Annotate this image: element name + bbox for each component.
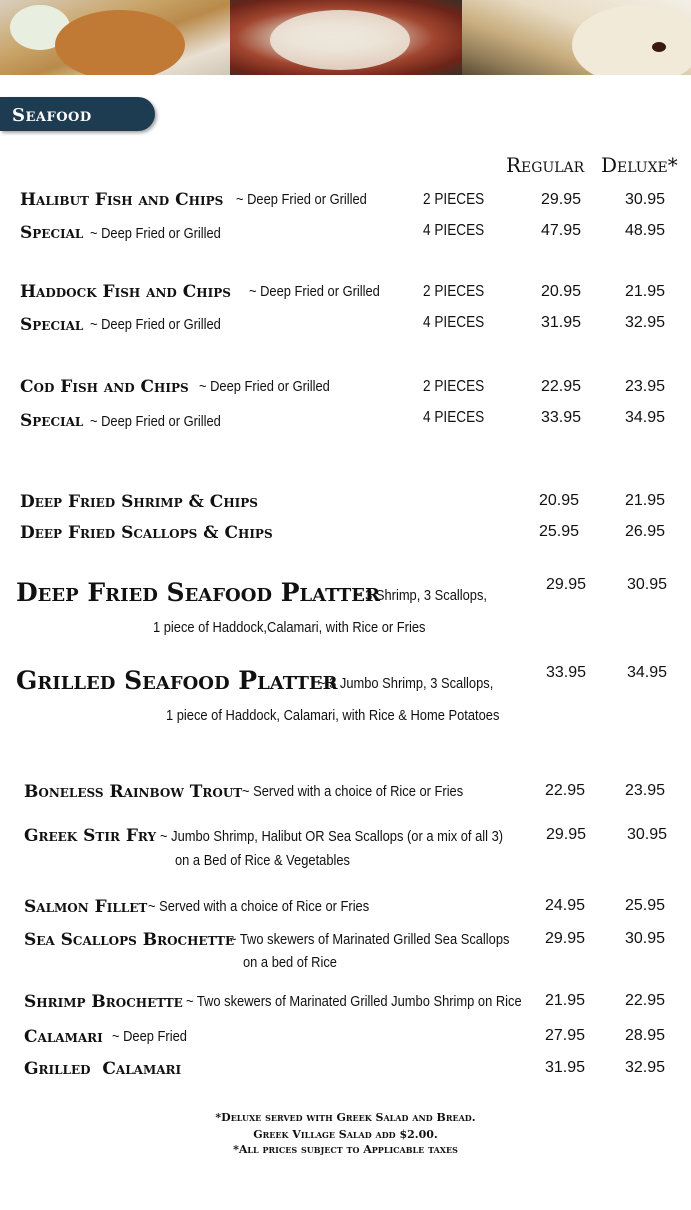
item-name: Special xyxy=(20,223,84,243)
deluxe-price: 34.95 xyxy=(627,664,668,681)
regular-price: 31.95 xyxy=(545,1059,586,1076)
regular-price: 31.95 xyxy=(541,314,582,331)
item-description: ~ Two skewers of Marinated Grilled Jumbo Shrimp on Rice xyxy=(186,993,522,1010)
regular-price: 25.95 xyxy=(539,523,580,540)
deluxe-price: 21.95 xyxy=(625,283,666,300)
regular-column-header: Regular xyxy=(506,153,585,177)
item-name: Shrimp Brochette xyxy=(24,992,183,1012)
item-description-line2: 1 piece of Haddock, Calamari, with Rice & Home Potatoes xyxy=(166,707,500,724)
deluxe-price: 32.95 xyxy=(625,314,666,331)
regular-price: 33.95 xyxy=(541,409,582,426)
item-quantity: 4 PIECES xyxy=(423,314,485,331)
deluxe-price: 48.95 xyxy=(625,222,666,239)
regular-price: 22.95 xyxy=(545,782,586,799)
item-name: Deep Fried Shrimp & Chips xyxy=(20,492,258,512)
regular-price: 29.95 xyxy=(541,191,582,208)
regular-price: 29.95 xyxy=(545,930,586,947)
deluxe-price: 30.95 xyxy=(625,191,666,208)
item-name: Haddock Fish and Chips xyxy=(20,282,231,302)
item-description: ~ 3 Jumbo Shrimp, 3 Scallops, xyxy=(318,675,494,692)
item-description: ~ Deep Fried or Grilled xyxy=(236,191,367,208)
regular-price: 47.95 xyxy=(541,222,582,239)
item-name: Boneless Rainbow Trout xyxy=(24,782,243,802)
item-description: ~ Served with a choice of Rice or Fries xyxy=(242,783,464,800)
regular-price: 29.95 xyxy=(546,576,587,593)
pita-plate-photo xyxy=(462,0,691,75)
footnote-taxes: *All prices subject to Applicable taxes xyxy=(233,1143,458,1156)
item-quantity: 2 PIECES xyxy=(423,191,485,208)
footnote-deluxe: *Deluxe served with Greek Salad and Bread. xyxy=(215,1111,476,1124)
item-description: ~ Deep Fried or Grilled xyxy=(249,283,380,300)
deluxe-price: 26.95 xyxy=(625,523,666,540)
deluxe-price: 30.95 xyxy=(625,930,666,947)
deluxe-price: 30.95 xyxy=(627,576,668,593)
regular-price: 27.95 xyxy=(545,1027,586,1044)
item-name: Special xyxy=(20,315,84,335)
item-description-line2: on a bed of Rice xyxy=(243,954,337,971)
regular-price: 22.95 xyxy=(541,378,582,395)
item-description: ~ Deep Fried or Grilled xyxy=(90,225,221,242)
deluxe-price: 34.95 xyxy=(625,409,666,426)
food-photo-banner xyxy=(0,0,691,75)
item-quantity: 2 PIECES xyxy=(423,378,485,395)
item-name: Salmon Fillet xyxy=(24,897,148,917)
item-description: ~ Deep Fried or Grilled xyxy=(90,413,221,430)
deluxe-price: 22.95 xyxy=(625,992,666,1009)
section-title: Seafood xyxy=(12,105,92,126)
item-description-line2: 1 piece of Haddock,Calamari, with Rice or Fries xyxy=(153,619,426,636)
item-quantity: 4 PIECES xyxy=(423,409,485,426)
deluxe-price: 32.95 xyxy=(625,1059,666,1076)
item-name: Calamari xyxy=(24,1027,103,1047)
item-name: Special xyxy=(20,411,84,431)
item-name: Halibut Fish and Chips xyxy=(20,190,224,210)
item-description: ~ Deep Fried xyxy=(112,1028,187,1045)
deluxe-price: 28.95 xyxy=(625,1027,666,1044)
deluxe-column-header: Deluxe* xyxy=(601,153,678,177)
regular-price: 29.95 xyxy=(546,826,587,843)
item-name: Deep Fried Scallops & Chips xyxy=(20,523,273,543)
regular-price: 33.95 xyxy=(546,664,587,681)
regular-price: 20.95 xyxy=(539,492,580,509)
item-description: ~ Deep Fried or Grilled xyxy=(90,316,221,333)
deluxe-price: 21.95 xyxy=(625,492,666,509)
fish-and-chips-photo xyxy=(0,0,230,75)
item-description: ~ Jumbo Shrimp, Halibut OR Sea Scallops (or a mix of all 3) xyxy=(160,828,504,845)
deluxe-price: 23.95 xyxy=(625,378,666,395)
regular-price: 24.95 xyxy=(545,897,586,914)
item-quantity: 2 PIECES xyxy=(423,283,485,300)
item-description: ~ Served with a choice of Rice or Fries xyxy=(148,898,370,915)
regular-price: 21.95 xyxy=(545,992,586,1009)
item-description: ~ Two skewers of Marinated Grilled Sea Scallops xyxy=(229,931,510,948)
deluxe-price: 25.95 xyxy=(625,897,666,914)
item-name: Cod Fish and Chips xyxy=(20,377,189,397)
section-tab xyxy=(0,97,155,131)
regular-price: 20.95 xyxy=(541,283,582,300)
item-name: Deep Fried Seafood Platter xyxy=(16,578,380,607)
footnote-salad: Greek Village Salad add $2.00. xyxy=(253,1128,438,1141)
item-name: Sea Scallops Brochette xyxy=(24,930,235,950)
item-name: Grilled Seafood Platter xyxy=(16,666,338,695)
item-description-line2: on a Bed of Rice & Vegetables xyxy=(175,852,350,869)
deluxe-price: 23.95 xyxy=(625,782,666,799)
item-quantity: 4 PIECES xyxy=(423,222,485,239)
item-description: ~ 3 Shrimp, 3 Scallops, xyxy=(354,587,488,604)
pasta-photo xyxy=(230,0,462,75)
item-description: ~ Deep Fried or Grilled xyxy=(199,378,330,395)
item-name: Grilled Calamari xyxy=(24,1059,182,1079)
item-name: Greek Stir Fry xyxy=(24,826,157,846)
deluxe-price: 30.95 xyxy=(627,826,668,843)
